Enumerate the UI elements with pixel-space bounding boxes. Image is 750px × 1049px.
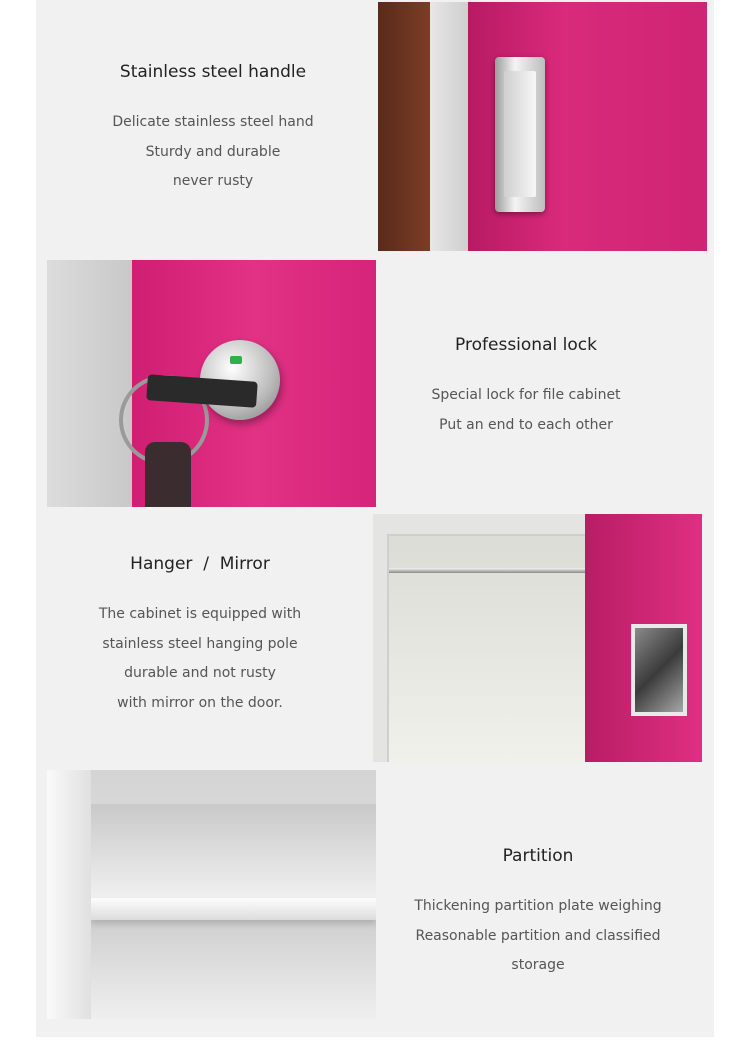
- section-line: Reasonable partition and classified storage: [415, 927, 661, 973]
- section-line: The cabinet is equipped with: [98, 606, 302, 622]
- section-line: stainless steel hanging pole: [102, 635, 298, 652]
- section-partition-text: [388, 846, 688, 981]
- lock-photo: [47, 260, 376, 507]
- section-line: never rusty: [172, 173, 254, 189]
- section-line: Thickening partition plate weighing: [414, 898, 662, 914]
- section-line: Delicate stainless steel hand: [112, 114, 314, 130]
- partition-shelf-image: [91, 898, 376, 920]
- section-title: Partition: [502, 846, 574, 866]
- section-lock-text: [376, 335, 676, 440]
- mirror-image: [631, 624, 687, 716]
- section-title: Hanger / Mirror: [130, 554, 270, 574]
- stainless-handle-image: [495, 57, 545, 212]
- handle-photo: [378, 2, 707, 251]
- section-title: Professional lock: [455, 335, 597, 355]
- section-line: with mirror on the door.: [117, 694, 283, 711]
- section-line: Special lock for file cabinet: [431, 387, 621, 403]
- section-title: Stainless steel handle: [119, 62, 307, 82]
- section-line: Sturdy and durable: [145, 143, 281, 160]
- hanging-pole-image: [389, 568, 585, 573]
- hanger-mirror-photo: [373, 514, 702, 762]
- partition-photo: [47, 770, 376, 1019]
- section-line: Put an end to each other: [439, 416, 613, 433]
- section-handle-text: [60, 62, 366, 197]
- section-line: durable and not rusty: [124, 665, 276, 681]
- section-hanger-text: [50, 554, 350, 718]
